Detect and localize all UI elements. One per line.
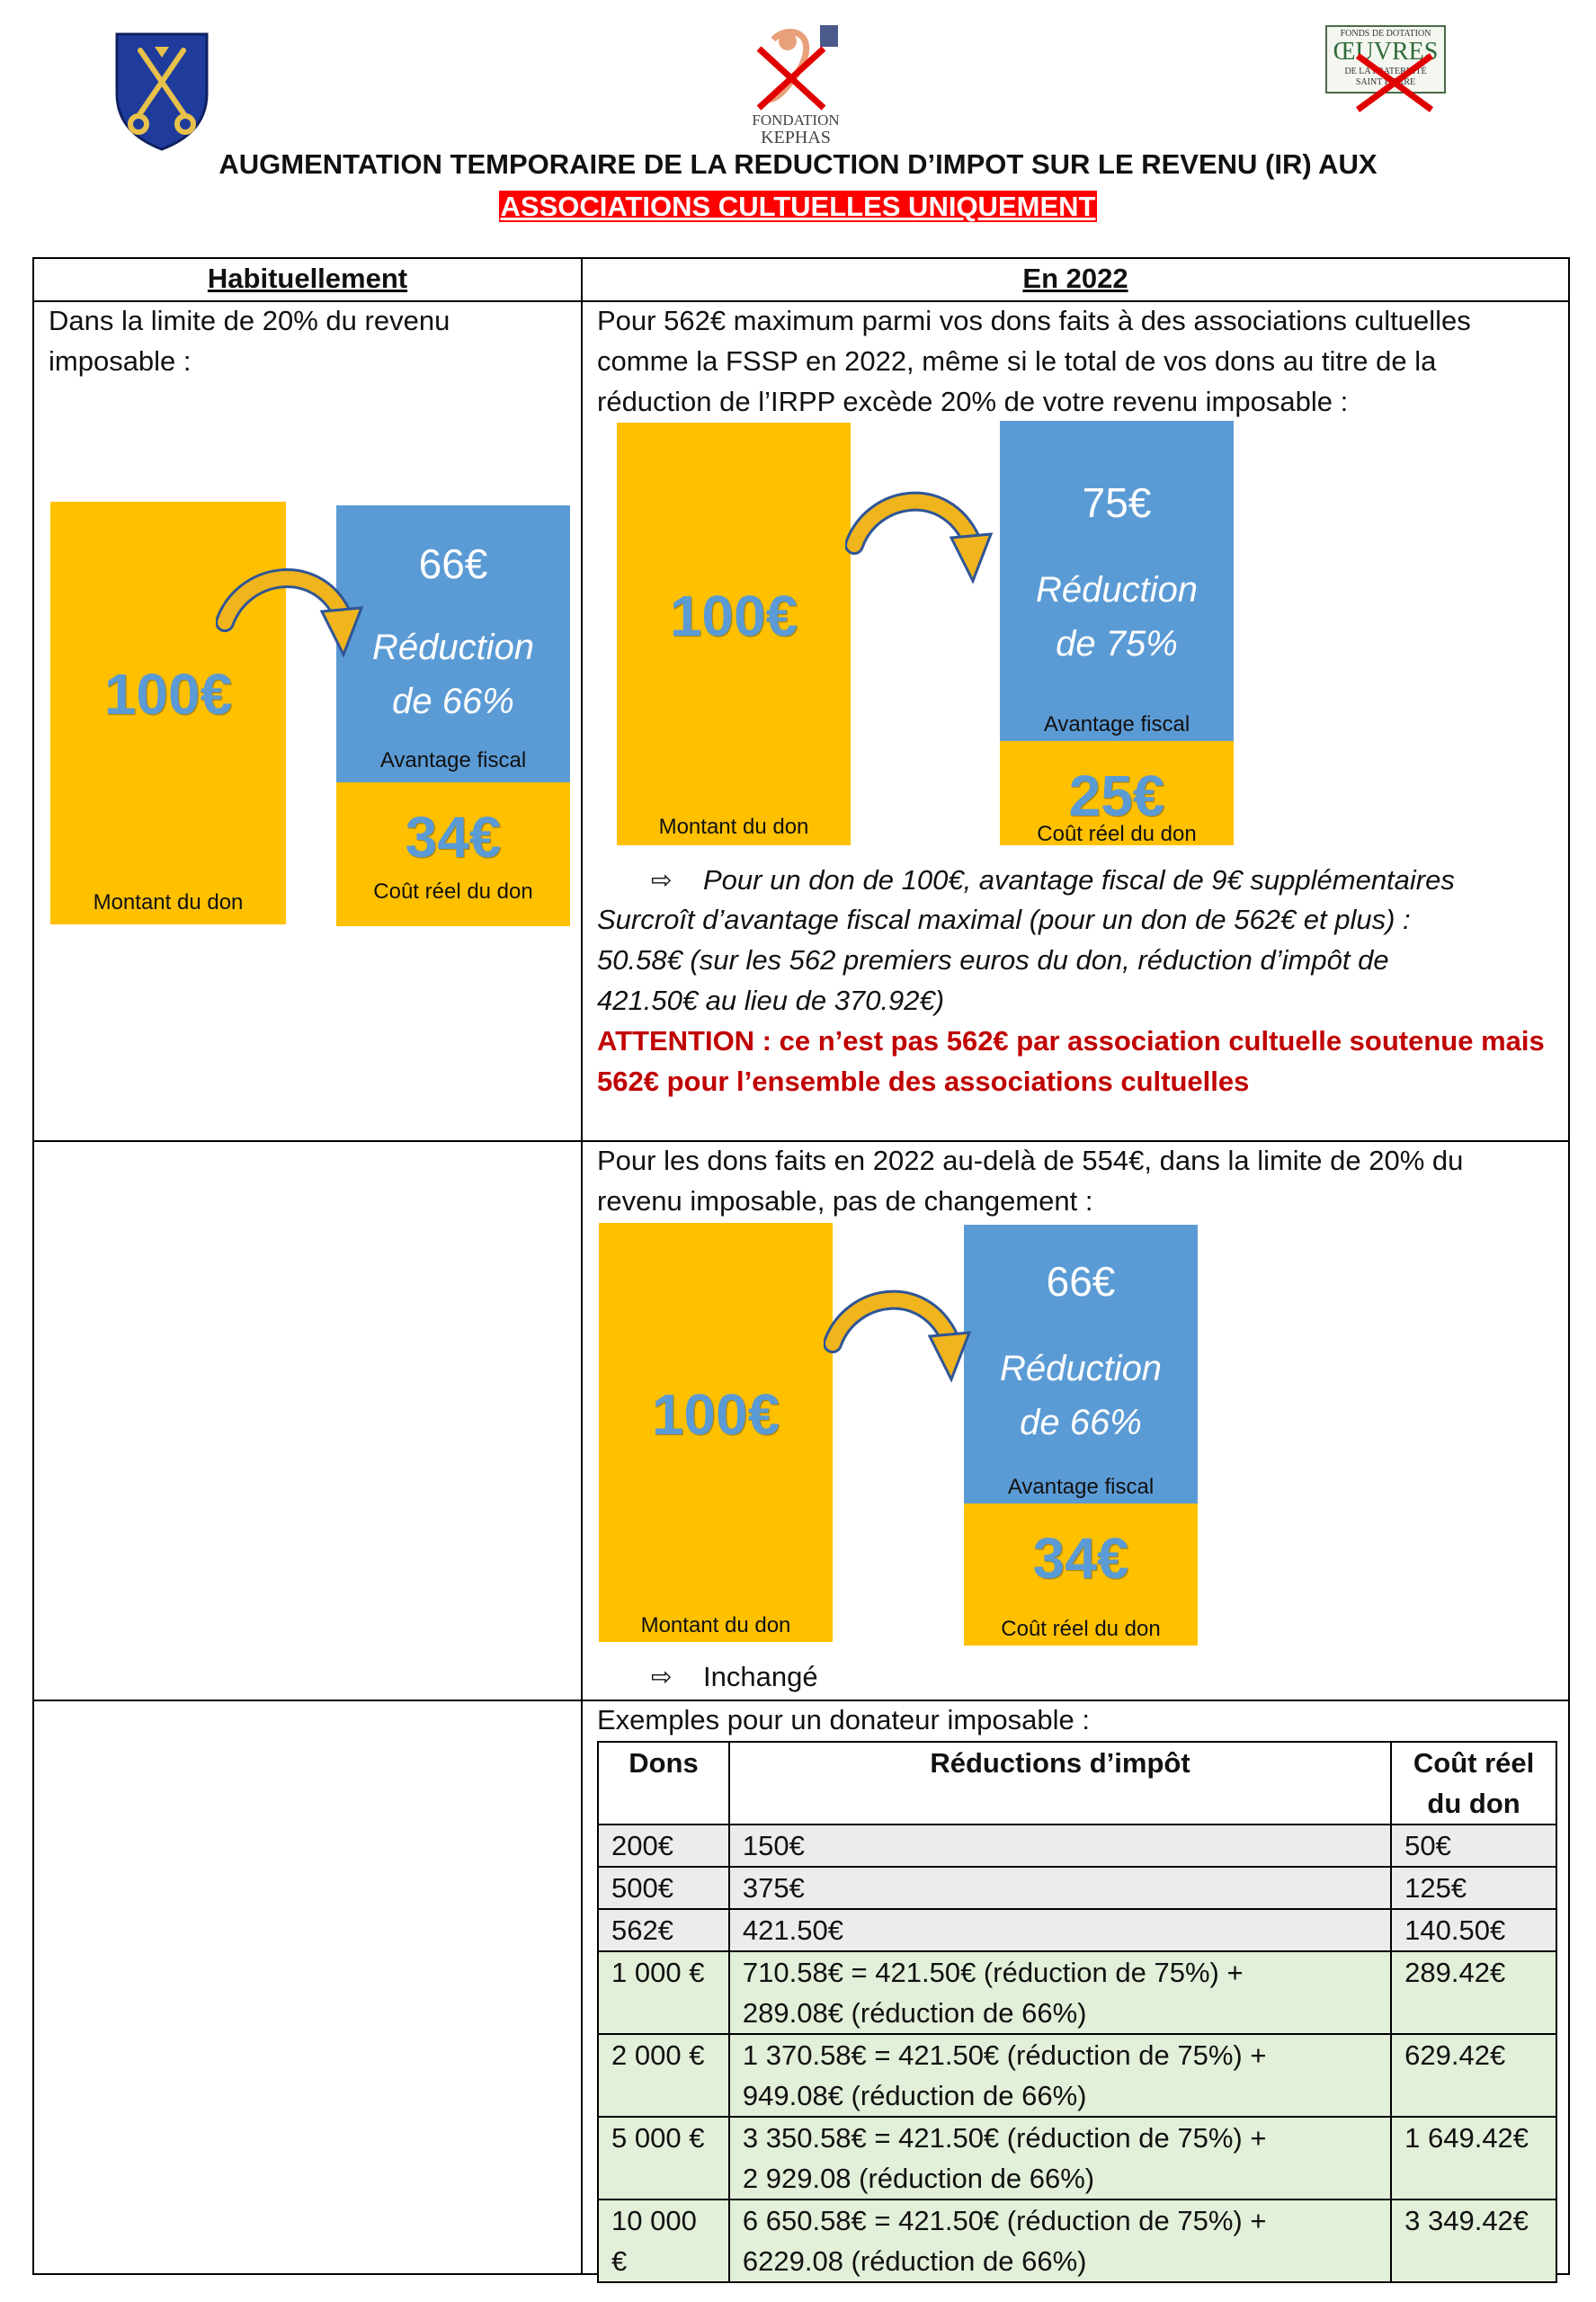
table-row <box>598 1909 1556 1951</box>
left-reduction-line1: Réduction <box>371 628 535 667</box>
right2-intro-line2: revenu imposable, pas de changement : <box>597 1185 1093 1217</box>
cell-don: 10 000 € <box>598 2199 729 2282</box>
cell-don: 562€ <box>598 1909 729 1951</box>
right2-cost-label: Coût réel du don <box>1001 1617 1161 1641</box>
cell-cout: 629.42€ <box>1391 2034 1556 2117</box>
cell-reduction-line1: 6 650.58€ = 421.50€ (réduction de 75%) + <box>742 2205 1267 2236</box>
cell-cout: 125€ <box>1391 1867 1556 1909</box>
right1-surplus-line2: 50.58€ (sur les 562 premiers euros du don, réduction d’impôt de <box>597 944 1389 976</box>
cell-cout: 140.50€ <box>1391 1909 1556 1951</box>
oeuvres-logo-line3: DE LA FRATERNITÉ <box>1344 67 1427 76</box>
page-subtitle <box>0 191 1596 223</box>
page-title: AUGMENTATION TEMPORAIRE DE LA REDUCTION D’IMPOT SUR LE REVENU (IR) AUX <box>218 148 1378 180</box>
right1-intro-line2: comme la FSSP en 2022, même si le total de vos dons au titre de la <box>597 345 1437 377</box>
cell-cout: 1 649.42€ <box>1391 2117 1556 2199</box>
left-donation-amount: 100€ <box>103 662 233 727</box>
subtitle-text: ASSOCIATIONS CULTUELLES UNIQUEMENT <box>500 191 1096 222</box>
table-row <box>598 1951 1556 2034</box>
examples-table <box>597 1741 1557 2283</box>
right2-cost-amount: 34€ <box>1032 1526 1129 1591</box>
cell-reduction-line2: 289.08€ (réduction de 66%) <box>742 1997 1087 2029</box>
left-reduction-line2: de 66% <box>392 682 514 721</box>
left-curved-arrow-icon <box>216 559 369 671</box>
header-reductions <box>729 1742 1391 1825</box>
right1-reduction-line1: Réduction <box>1035 570 1199 610</box>
left-cost-amount: 34€ <box>405 805 502 870</box>
left-donation-label: Montant du don <box>93 890 244 915</box>
table-row <box>598 2034 1556 2117</box>
right1-warning-line2: 562€ pour l’ensemble des associations cultuelles <box>597 1066 1250 1097</box>
header-cout <box>1391 1742 1556 1825</box>
table-row <box>598 1825 1556 1867</box>
frame-top <box>32 257 1570 259</box>
cell-reduction <box>729 2199 1391 2282</box>
right2-arrow-glyph: ⇨ <box>651 1663 673 1691</box>
oeuvres-logo-line2: ŒUVRES <box>1333 38 1439 66</box>
right2-donation-amount: 100€ <box>651 1382 780 1447</box>
frame-left <box>32 257 34 2275</box>
right2-benefit-amount: 66€ <box>1046 1258 1116 1305</box>
right2-donation-label: Montant du don <box>640 1613 791 1637</box>
kephas-logo-line2: KEPHAS <box>761 128 831 147</box>
examples-header-row <box>598 1742 1556 1825</box>
cross-out-icon <box>1352 52 1437 113</box>
right1-cost-amount: 25€ <box>1068 763 1165 828</box>
cell-reduction <box>729 2117 1391 2199</box>
table-row <box>598 2199 1556 2282</box>
right1-donation-label: Montant du don <box>658 815 809 839</box>
oeuvres-logo-line1: FONDS DE DOTATION <box>1340 29 1431 39</box>
cell-don: 2 000 € <box>598 2034 729 2117</box>
cell-reduction-line1: 710.58€ = 421.50€ (réduction de 75%) + <box>742 1957 1244 1988</box>
cell-reduction-line2: 6229.08 (réduction de 66%) <box>742 2245 1087 2277</box>
left-cost-label: Coût réel du don <box>373 879 533 904</box>
header-cout-line1: Coût réel <box>1413 1747 1535 1779</box>
right2-curved-arrow-icon <box>824 1280 976 1397</box>
cell-don: 500€ <box>598 1867 729 1909</box>
cell-reduction: 150€ <box>729 1825 1391 1867</box>
right1-advantage-label: Avantage fiscal <box>1043 712 1190 736</box>
frame-right <box>1568 257 1570 2275</box>
right2-reduction-line1: Réduction <box>999 1349 1163 1388</box>
right1-arrow-glyph: ⇨ <box>651 866 673 894</box>
right1-intro-line3: réduction de l’IRPP excède 20% de votre revenu imposable : <box>597 386 1349 417</box>
frame-mid <box>581 257 583 2275</box>
right1-donation-amount: 100€ <box>669 584 798 648</box>
right1-benefit-amount: 75€ <box>1082 479 1152 526</box>
kephas-logo-line1: FONDATION <box>752 112 840 129</box>
cell-reduction-line2: 949.08€ (réduction de 66%) <box>742 2080 1087 2111</box>
cell-don: 1 000 € <box>598 1951 729 2034</box>
left-intro: Dans la limite de 20% du revenu imposable : <box>49 305 450 377</box>
cell-cout: 50€ <box>1391 1825 1556 1867</box>
right2-advantage-label: Avantage fiscal <box>1007 1475 1155 1499</box>
right1-surplus-line1: Surcroît d’avantage fiscal maximal (pour un don de 562€ et plus) : <box>597 904 1411 935</box>
table-row <box>598 2117 1556 2199</box>
cell-reduction-line2: 2 929.08 (réduction de 66%) <box>742 2163 1095 2194</box>
cell-reduction-line1: 3 350.58€ = 421.50€ (réduction de 75%) + <box>742 2122 1267 2154</box>
right1-cost-label: Coût réel du don <box>1037 822 1197 846</box>
cell-reduction <box>729 1951 1391 2034</box>
table-row <box>598 1867 1556 1909</box>
cell-reduction-line1: 1 370.58€ = 421.50€ (réduction de 75%) + <box>742 2039 1267 2071</box>
right2-intro-line1: Pour les dons faits en 2022 au-delà de 554€, dans la limite de 20% du <box>597 1145 1464 1176</box>
cell-don: 5 000 € <box>598 2117 729 2199</box>
header-cout-line2: du don <box>1427 1788 1520 1819</box>
right1-reduction-line2: de 75% <box>1056 624 1178 664</box>
cell-reduction <box>729 2034 1391 2117</box>
coat-of-arms-icon <box>113 31 210 151</box>
column-header-left: Habituellement <box>207 263 408 294</box>
right2-reduction-line2: de 66% <box>1020 1403 1142 1442</box>
header-dons-text: Dons <box>629 1747 699 1779</box>
kephas-logo-icon <box>746 22 845 112</box>
left-advantage-label: Avantage fiscal <box>379 748 527 772</box>
cell-reduction: 375€ <box>729 1867 1391 1909</box>
left-benefit-amount: 66€ <box>418 540 488 587</box>
cell-cout: 289.42€ <box>1391 1951 1556 2034</box>
right2-arrow-line: Inchangé <box>703 1661 818 1692</box>
examples-caption: Exemples pour un donateur imposable : <box>597 1704 1090 1735</box>
header-dons <box>598 1742 729 1825</box>
cell-reduction: 421.50€ <box>729 1909 1391 1951</box>
right1-intro-line1: Pour 562€ maximum parmi vos dons faits à des associations cultuelles <box>597 305 1471 336</box>
header-reductions-text: Réductions d’impôt <box>930 1747 1190 1779</box>
right1-arrow-line: Pour un don de 100€, avantage fiscal de 9€ supplémentaires <box>703 864 1455 896</box>
right1-warning-line1: ATTENTION : ce n’est pas 562€ par association cultuelle soutenue mais <box>597 1025 1545 1057</box>
oeuvres-logo-line4: SAINT PIERRE <box>1355 77 1416 87</box>
cell-cout: 3 349.42€ <box>1391 2199 1556 2282</box>
column-header-right: En 2022 <box>1022 263 1128 294</box>
right1-curved-arrow-icon <box>845 482 998 599</box>
cell-don: 200€ <box>598 1825 729 1867</box>
right1-surplus-line3: 421.50€ au lieu de 370.92€) <box>597 985 945 1016</box>
